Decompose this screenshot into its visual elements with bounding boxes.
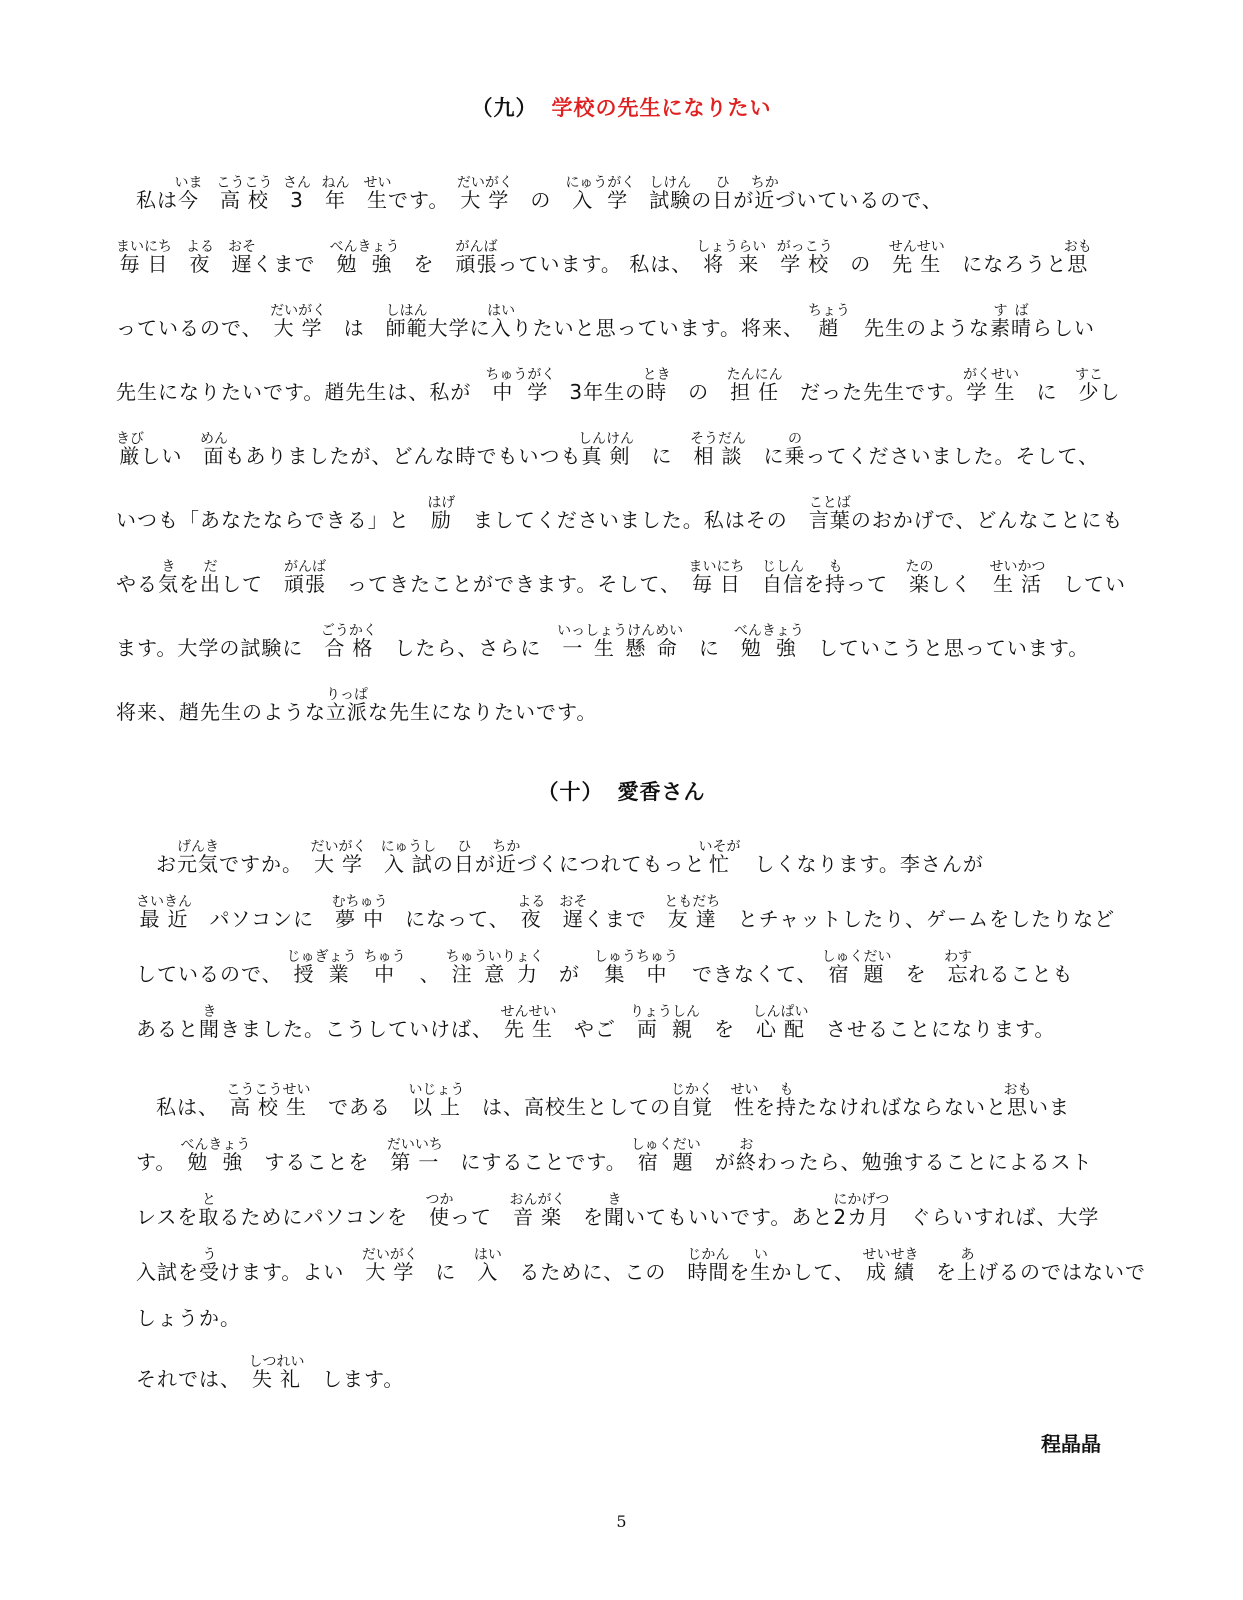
author-signature: 程晶晶 bbox=[1041, 1432, 1101, 1456]
text-line: 私は、 高校生こうこうせい である 以上いじょう は、高校生としての自覚じかく 性せいを持もたなければならないと思おもいま bbox=[156, 1082, 1070, 1119]
section-10-number: （十） bbox=[537, 780, 604, 804]
section-10-title: 愛香さん bbox=[617, 780, 706, 804]
text-line: しているので、 授業じゅぎょう 中ちゅう 、 注意力ちゅういりょく が 集中しゅうちゅう できなくて、 宿題しゅくだい を 忘わすれることも bbox=[136, 949, 1074, 986]
text-line: お元気げんきですか。 大学だいがく 入試にゅうしの日ひが近ちかづくにつれてもっと忙いそが しくなります。李さんが bbox=[156, 839, 984, 876]
section-9-paragraph bbox=[116, 168, 1126, 744]
section-9-heading bbox=[0, 92, 1243, 122]
page-number: 5 bbox=[616, 1512, 627, 1531]
text-line: 厳きびしい 面めんもありましたが、どんな時でもいつも真剣しんけん に 相談そうだん に乗のってくださいました。そして、 bbox=[116, 431, 1100, 468]
text-line: 毎日まいにち 夜よる 遅おそくまで 勉強べんきょう を 頑張がんばっています。 私は、 将来しょうらい 学校がっこう の 先生せんせい になろうと思おも bbox=[116, 239, 1092, 276]
section-10-paragraph-2 bbox=[136, 1080, 1147, 1336]
section-10-paragraph-3 bbox=[136, 1352, 1116, 1407]
text-line: っているので、 大学だいがく は 師範しはん大学に入はいりたいと思っています。将来、 趙ちょう 先生のような素晴すばらしい bbox=[116, 303, 1096, 340]
text-line: 将来、趙先生のような立派りっぱな先生になりたいです。 bbox=[116, 687, 598, 724]
text-line: それでは、 失礼しつれい します。 bbox=[136, 1354, 405, 1391]
section-10-paragraph-1 bbox=[136, 837, 1116, 1057]
text-line: ます。大学の試験に 合格ごうかく したら、さらに 一生懸命いっしょうけんめい に 勉強べんきょう していこうと思っています。 bbox=[116, 623, 1090, 660]
text-line: いつも「あなたならできる」と 励はげ ましてくださいました。私はその 言葉ことばのおかげで、どんなことにも bbox=[116, 495, 1124, 532]
section-10-heading bbox=[0, 776, 1243, 806]
text-line: やる気きを出だして 頑張がんば ってきたことができます。そして、 毎日まいにち 自信じしんを持もって 楽たのしく 生活せいかつ してい bbox=[116, 559, 1126, 596]
text-line: す。 勉強べんきょう することを 第一だいいち にすることです。 宿題しゅくだい が終おわったら、勉強することによるスト bbox=[136, 1137, 1093, 1174]
text-line: あると聞ききました。こうしていけば、 先生せんせい やご 両親りょうしん を 心配しんぱい させることになります。 bbox=[136, 1004, 1056, 1041]
text-line: しょうか。 bbox=[136, 1306, 241, 1330]
section-9-title: 学校の先生になりたい bbox=[551, 96, 772, 120]
section-9-number: （九） bbox=[471, 96, 538, 120]
text-line: 私は今いま 高校こうこう 3さん 年ねん 生せいです。 大学だいがく の 入学にゅうがく 試験しけんの日ひが近ちかづいているので、 bbox=[136, 175, 943, 212]
text-line: 入試を受うけます。よい 大学だいがく に 入はい るために、この 時間じかんを生いかして、 成績せいせき を上あげるのではないで bbox=[136, 1247, 1147, 1284]
text-line: 先生になりたいです。趙先生は、私が 中学ちゅうがく 3年生の時とき の 担任たんにん だった先生です。学生がくせい に 少すこし bbox=[116, 367, 1121, 404]
text-line: レスを取とるためにパソコンを 使つかって 音楽おんがく を聞きいてもいいです。あと2カ月にかげつ ぐらいすれば、大学 bbox=[136, 1192, 1100, 1229]
text-line: 最近さいきん パソコンに 夢中むちゅう になって、 夜よる 遅おそくまで 友達ともだち とチャットしたり、ゲームをしたりなど bbox=[136, 894, 1116, 931]
